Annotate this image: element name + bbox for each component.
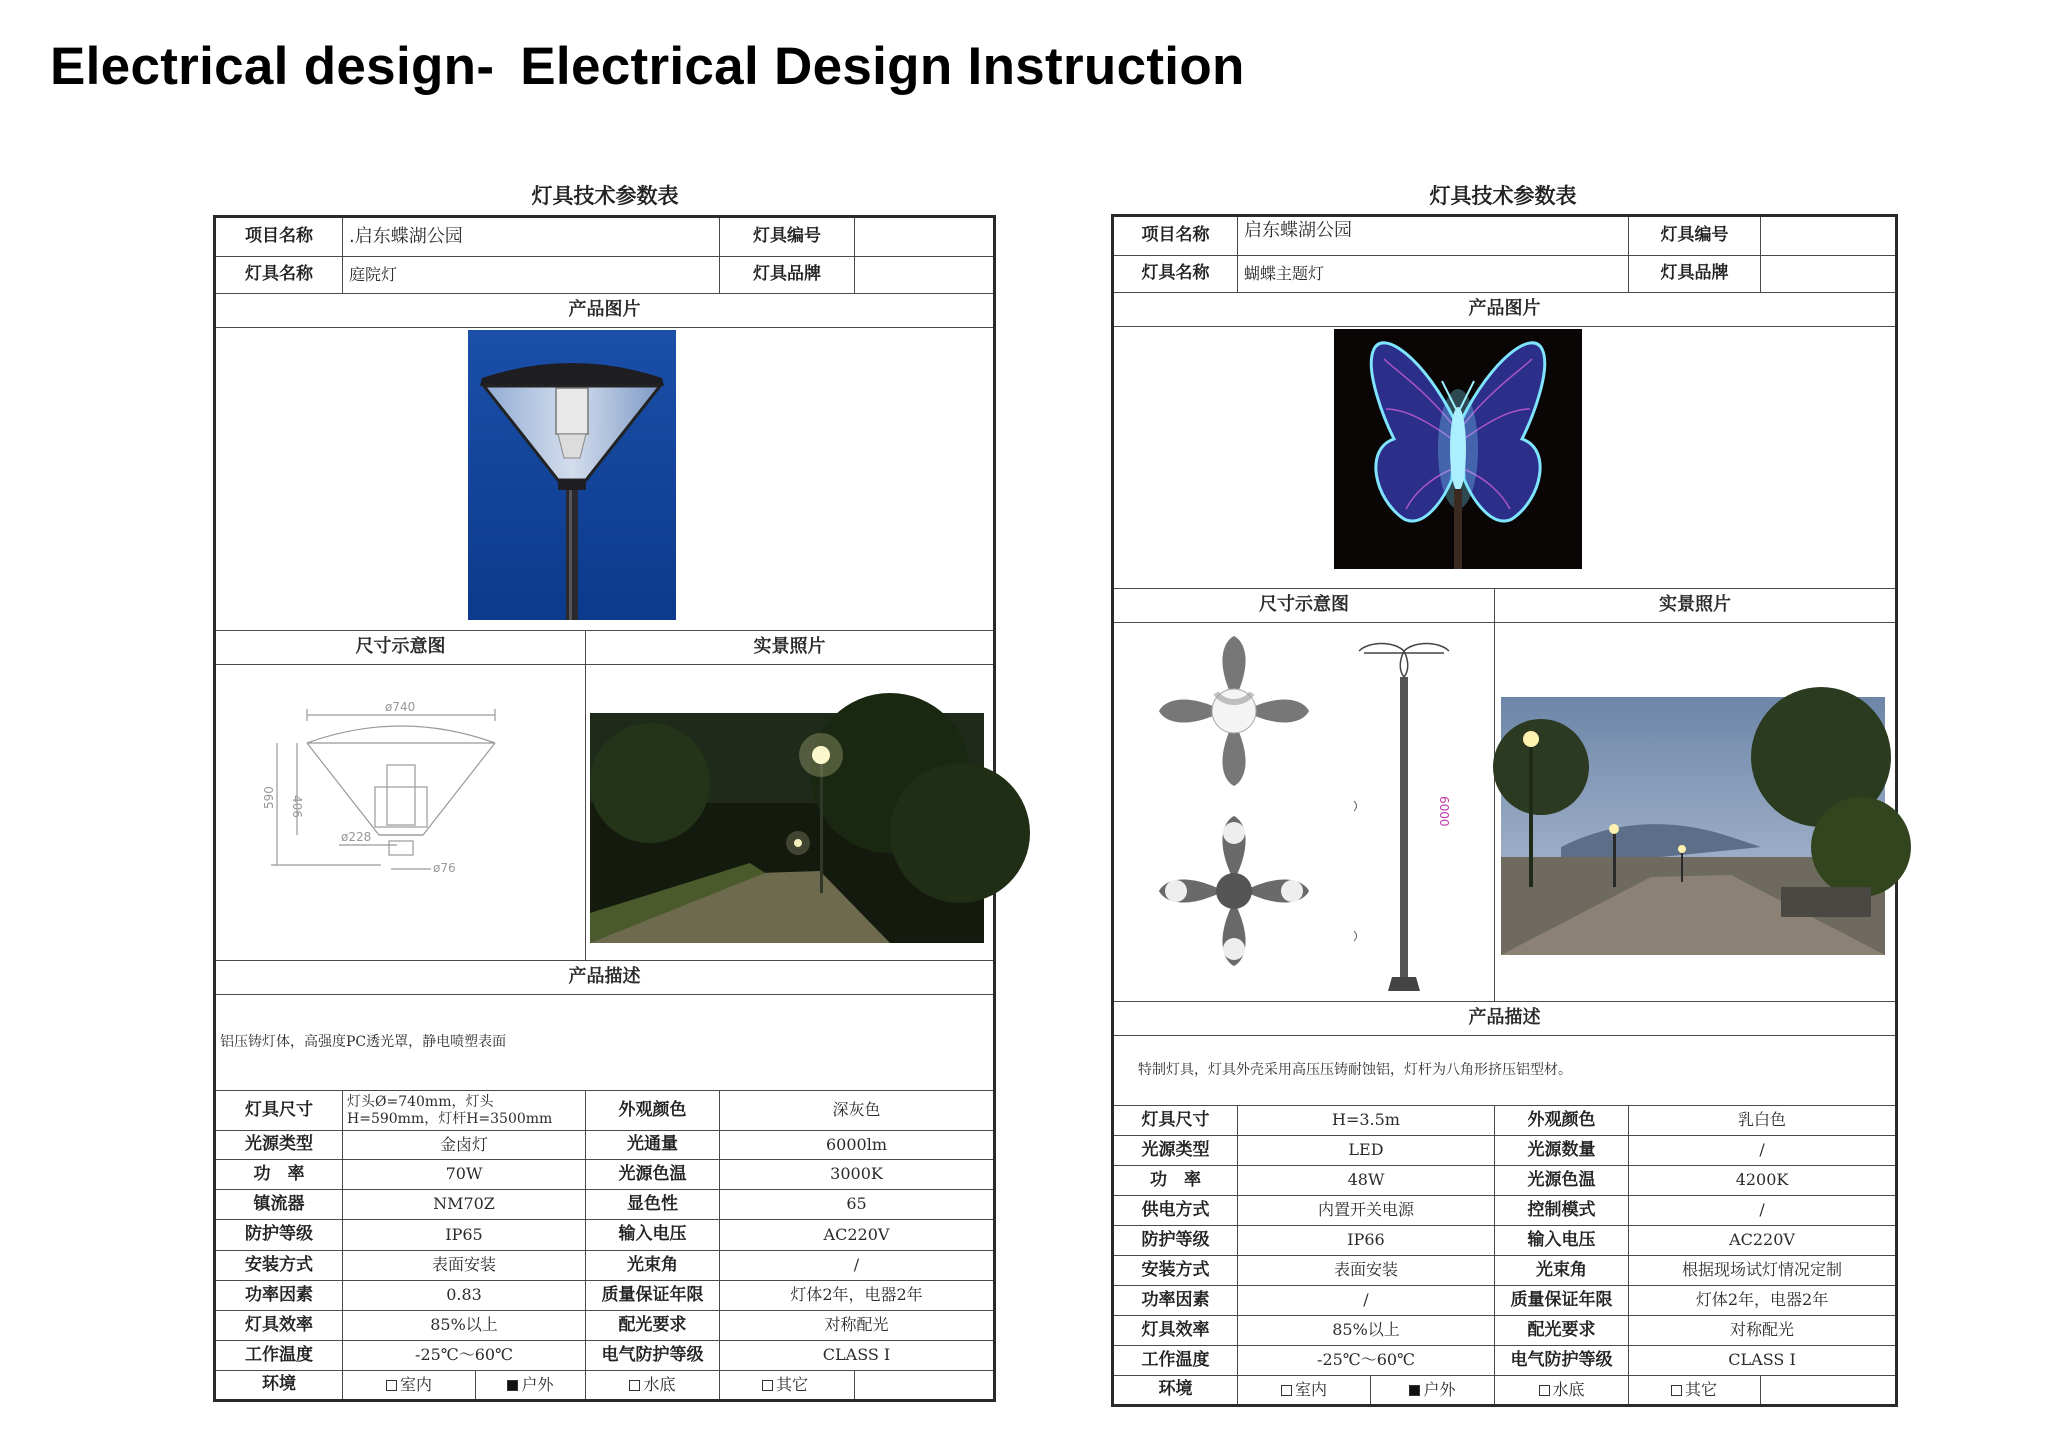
param-label: 安装方式: [1113, 1256, 1238, 1286]
param-label: 外观颜色: [1495, 1106, 1629, 1136]
product-description-text: 特制灯具，灯具外壳采用高压压铸耐蚀铝，灯杆为八角形挤压铝型材。: [1113, 1036, 1897, 1106]
value-fixture-code: [1761, 216, 1897, 256]
env-empty-cell: [1761, 1376, 1897, 1406]
param-label: 镇流器: [215, 1190, 343, 1220]
param-value: 表面安装: [1238, 1256, 1495, 1286]
env-option-label: 水底: [1552, 1379, 1585, 1399]
param-label: 灯具尺寸: [1113, 1106, 1238, 1136]
env-option-label: 户外: [1423, 1379, 1456, 1399]
checkbox-icon[interactable]: [1281, 1385, 1292, 1396]
param-value: IP65: [343, 1220, 586, 1251]
checkbox-icon[interactable]: [1539, 1385, 1550, 1396]
section-product-description: 产品描述: [215, 961, 995, 995]
param-label: 功率因素: [215, 1281, 343, 1311]
section-product-description: 产品描述: [1113, 1002, 1897, 1036]
dim-total-height: 590: [262, 786, 276, 809]
label-fixture-code: 灯具编号: [720, 217, 855, 257]
site-photo-park-dusk: [1501, 697, 1885, 955]
param-label: 外观颜色: [586, 1091, 720, 1131]
param-value: 48W: [1238, 1166, 1495, 1196]
param-label: 灯具尺寸: [215, 1091, 343, 1131]
param-value: IP66: [1238, 1226, 1495, 1256]
spec-table: [1111, 214, 1898, 1407]
param-label: 配光要求: [586, 1311, 720, 1341]
param-value: 深灰色: [720, 1091, 995, 1131]
value-project-name: 启东蝶湖公园: [1238, 216, 1629, 256]
param-label: 工作温度: [1113, 1346, 1238, 1376]
section-product-image: 产品图片: [1113, 293, 1897, 327]
param-label: 显色性: [586, 1190, 720, 1220]
env-option-label: 室内: [1294, 1379, 1327, 1399]
label-fixture-name: 灯具名称: [215, 257, 343, 294]
param-value: H=3.5m: [1238, 1106, 1495, 1136]
value-fixture-name: 蝴蝶主题灯: [1238, 256, 1629, 293]
env-option-label: 其它: [776, 1374, 809, 1394]
param-value: 0.83: [343, 1281, 586, 1311]
param-label: 光源数量: [1495, 1136, 1629, 1166]
param-value: 内置开关电源: [1238, 1196, 1495, 1226]
label-brand: 灯具品牌: [720, 257, 855, 294]
param-label: 光束角: [1495, 1256, 1629, 1286]
param-label: 光束角: [586, 1251, 720, 1281]
param-value: 表面安装: [343, 1251, 586, 1281]
param-value: 灯体2年，电器2年: [720, 1281, 995, 1311]
sheet-title: 灯具技术参数表: [1429, 183, 1577, 208]
dim-head-height: 406: [290, 795, 304, 818]
param-label: 输入电压: [586, 1220, 720, 1251]
param-label: 电气防护等级: [586, 1341, 720, 1371]
param-label: 功 率: [1113, 1166, 1238, 1196]
label-fixture-code: 灯具编号: [1629, 216, 1761, 256]
env-option-label: 室内: [399, 1374, 432, 1394]
env-option-underwater[interactable]: [1495, 1376, 1629, 1406]
value-brand: [1761, 256, 1897, 293]
param-label: 光源类型: [1113, 1136, 1238, 1166]
checkbox-checked-icon[interactable]: [1409, 1385, 1420, 1396]
param-label: 输入电压: [1495, 1226, 1629, 1256]
param-value: AC220V: [1629, 1226, 1897, 1256]
page-title-part1: Electrical design-: [50, 37, 495, 96]
dim-pole-height: 6000: [1437, 796, 1451, 827]
param-value: CLASS Ⅰ: [720, 1341, 995, 1371]
param-label: 灯具效率: [215, 1311, 343, 1341]
param-value: NM70Z: [343, 1190, 586, 1220]
section-dimension-drawing: 尺寸示意图: [1113, 589, 1495, 623]
param-value: /: [720, 1251, 995, 1281]
param-label: 光源色温: [1495, 1166, 1629, 1196]
param-value: /: [1238, 1286, 1495, 1316]
param-value: /: [1629, 1196, 1897, 1226]
section-product-image: 产品图片: [215, 294, 995, 328]
param-value: 65: [720, 1190, 995, 1220]
label-brand: 灯具品牌: [1629, 256, 1761, 293]
param-value: 灯体2年，电器2年: [1629, 1286, 1897, 1316]
product-description-text: 铝压铸灯体，高强度PC透光罩，静电喷塑表面: [215, 995, 995, 1091]
param-value: 4200K: [1629, 1166, 1897, 1196]
param-label: 光源色温: [586, 1160, 720, 1190]
param-label: 电气防护等级: [1495, 1346, 1629, 1376]
section-site-photo: 实景照片: [1495, 589, 1897, 623]
env-option-label: 水底: [643, 1374, 676, 1394]
label-environment: 环境: [215, 1371, 343, 1401]
label-fixture-name: 灯具名称: [1113, 256, 1238, 293]
env-option-other[interactable]: [1629, 1376, 1761, 1406]
param-value: 金卤灯: [343, 1131, 586, 1160]
param-label: 供电方式: [1113, 1196, 1238, 1226]
env-option-outdoor[interactable]: [1371, 1376, 1495, 1406]
site-photo-cell: [1495, 623, 1897, 1002]
param-value: 6000lm: [720, 1131, 995, 1160]
param-label: 工作温度: [215, 1341, 343, 1371]
param-label: 安装方式: [215, 1251, 343, 1281]
param-value: AC220V: [720, 1220, 995, 1251]
section-site-photo: 实景照片: [586, 631, 995, 665]
param-label: 光源类型: [215, 1131, 343, 1160]
dim-base-diameter: ø228: [341, 830, 372, 844]
param-label: 功 率: [215, 1160, 343, 1190]
param-value: -25℃～60℃: [1238, 1346, 1495, 1376]
param-label: 控制模式: [1495, 1196, 1629, 1226]
param-label: 防护等级: [1113, 1226, 1238, 1256]
value-fixture-name: 庭院灯: [343, 257, 720, 294]
param-label: 防护等级: [215, 1220, 343, 1251]
param-value: 根据现场试灯情况定制: [1629, 1256, 1897, 1286]
param-value: /: [1629, 1136, 1897, 1166]
param-value: 对称配光: [720, 1311, 995, 1341]
param-label: 光通量: [586, 1131, 720, 1160]
param-label: 质量保证年限: [1495, 1286, 1629, 1316]
section-dimension-drawing: 尺寸示意图: [215, 631, 586, 665]
param-value: -25℃～60℃: [343, 1341, 586, 1371]
label-project-name: 项目名称: [1113, 216, 1238, 256]
param-value: 85%以上: [1238, 1316, 1495, 1346]
sheet-title: 灯具技术参数表: [531, 183, 679, 208]
page-title-part2: Electrical Design Instruction: [520, 37, 1245, 96]
label-project-name: 项目名称: [215, 217, 343, 257]
param-value: 乳白色: [1629, 1106, 1897, 1136]
param-label: 质量保证年限: [586, 1281, 720, 1311]
checkbox-icon[interactable]: [1671, 1385, 1682, 1396]
product-image-cell: [1113, 327, 1897, 589]
env-option-label: 其它: [1685, 1379, 1718, 1399]
param-value: LED: [1238, 1136, 1495, 1166]
label-environment: 环境: [1113, 1376, 1238, 1406]
param-label: 功率因素: [1113, 1286, 1238, 1316]
dim-neck-diameter: ø76: [433, 861, 456, 875]
param-value: CLASS Ⅰ: [1629, 1346, 1897, 1376]
product-image-butterfly-lamp: [1334, 329, 1582, 569]
env-option-indoor[interactable]: [1238, 1376, 1371, 1406]
param-value: 85%以上: [343, 1311, 586, 1341]
param-label: 灯具效率: [1113, 1316, 1238, 1346]
env-option-label: 户外: [521, 1374, 554, 1394]
dimension-drawing-butterfly-lamp: [1154, 631, 1484, 1001]
param-label: 配光要求: [1495, 1316, 1629, 1346]
param-value: 灯头Ø=740mm，灯头H=590mm，灯杆H=3500mm: [343, 1091, 586, 1131]
param-value: 3000K: [720, 1160, 995, 1190]
dimension-drawing-cell: [1113, 623, 1495, 1002]
param-value: 对称配光: [1629, 1316, 1897, 1346]
value-project-name: .启东蝶湖公园: [343, 217, 720, 257]
dim-head-diameter: ø740: [385, 700, 416, 714]
param-value: 70W: [343, 1160, 586, 1190]
